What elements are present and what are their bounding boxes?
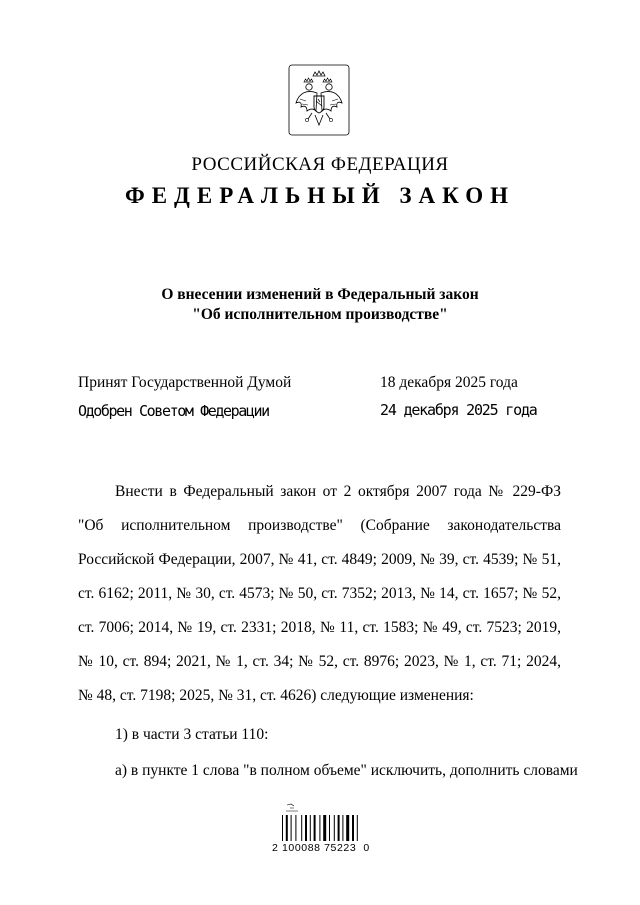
barcode-bar <box>314 815 316 841</box>
paragraph-line: Российской Федерации, 2007, № 41, ст. 4849; 2009, № 39, ст. 4539; № 51, <box>78 551 561 568</box>
paragraph-line: ст. 7006; 2014, № 19, ст. 2331; 2018, № 11, ст. 1583; № 49, ст. 7523; 2019, <box>78 619 561 636</box>
barcode-bar <box>342 815 343 841</box>
barcode-bar <box>305 815 307 841</box>
barcode-bar <box>357 815 358 841</box>
coat-of-arms-icon <box>287 63 351 137</box>
paragraph-line: Внести в Федеральный закон от 2 октября 2007 года № 229-ФЗ <box>115 483 561 500</box>
barcode-bar <box>323 815 326 841</box>
barcode-bar <box>286 815 288 841</box>
country-title: РОССИЙСКАЯ ФЕДЕРАЦИЯ <box>191 154 449 175</box>
barcode-bar <box>291 815 292 841</box>
barcode-bar <box>282 815 283 841</box>
barcode-bar <box>295 815 296 841</box>
barcode-bar <box>338 815 340 841</box>
barcode-bar <box>310 815 311 841</box>
subject-line-1: О внесении изменений в Федеральный закон <box>161 286 479 303</box>
paragraph-line: № 10, ст. 894; 2021, № 1, ст. 34; № 52, ст. 8976; 2023, № 1, ст. 71; 2024, <box>78 653 561 670</box>
paragraph-line: ст. 6162; 2011, № 30, ст. 4573; № 50, ст. 7352; 2013, № 14, ст. 1657; № 52, <box>78 585 561 602</box>
paragraph-line: "Об исполнительном производстве" (Собрание законодательства <box>78 517 561 534</box>
barcode-bar <box>329 815 330 841</box>
barcode-number: 2 100088 75223 0 <box>272 842 370 854</box>
paragraph-line: № 48, ст. 7198; 2025, № 31, ст. 4626) следующие изменения: <box>78 687 474 704</box>
document-type-title: ФЕДЕРАЛЬНЫЙ ЗАКОН <box>124 183 516 208</box>
list-item: 1) в части 3 статьи 110: <box>115 726 269 743</box>
approved-label: Одобрен Советом Федерации <box>78 402 269 420</box>
subject-line-2: "Об исполнительном производстве" <box>192 306 448 323</box>
barcode-bar <box>319 815 320 841</box>
list-subitem: а) в пункте 1 слова "в полном объеме" исключить, дополнить словами <box>115 762 578 779</box>
adopted-date: 18 декабря 2025 года <box>380 374 518 391</box>
barcode-bar <box>334 815 335 841</box>
adopted-label: Принят Государственной Думой <box>78 374 292 391</box>
approved-date: 24 декабря 2025 года <box>380 401 537 419</box>
barcode-bar <box>352 815 354 841</box>
barcode-bar <box>346 815 349 841</box>
barcode-bar <box>301 815 302 841</box>
